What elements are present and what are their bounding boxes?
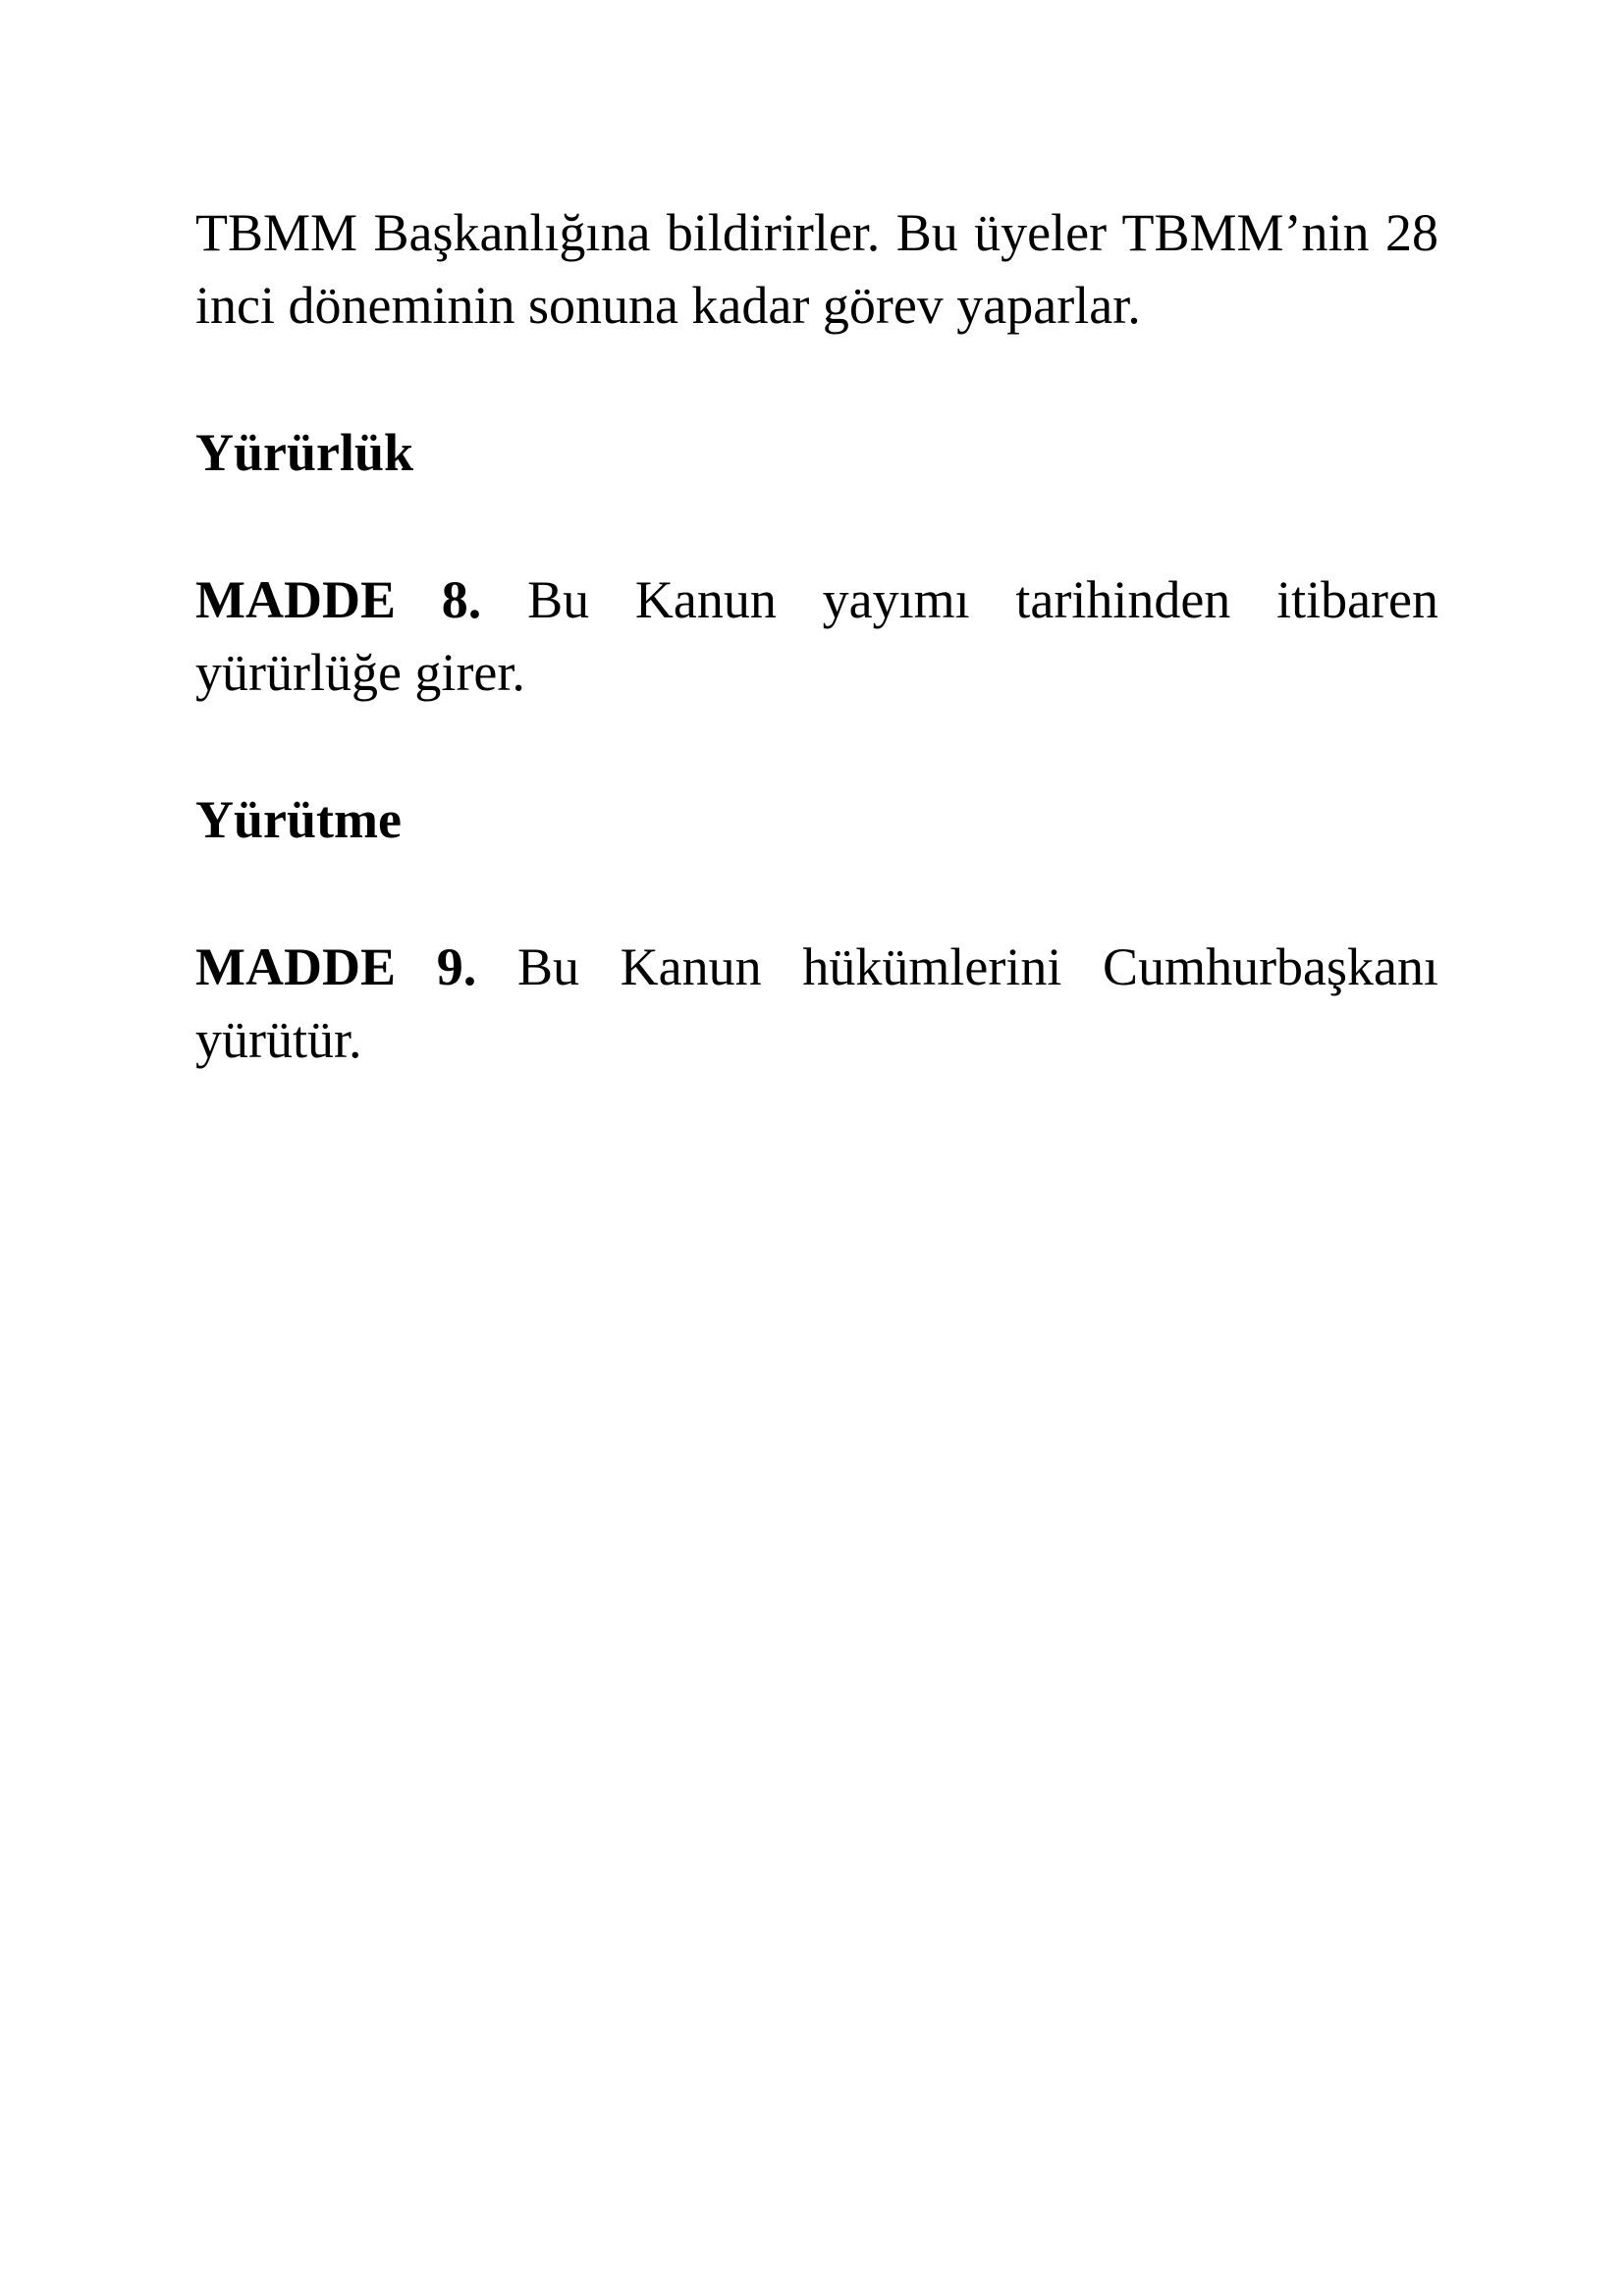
section-heading-yurutme: Yürütme — [195, 790, 402, 849]
intro-paragraph: TBMM Başkanlığına bildirirler. Bu üyeler TBMM’nin 28 inci döneminin sonuna kadar görev yaparlar. — [195, 203, 1438, 335]
document-body — [195, 196, 1438, 1076]
article-9 — [195, 931, 1438, 1076]
article-8-text: Bu Kanun yayımı tarihinden itibaren yürürlüğe girer. — [195, 570, 1439, 702]
article-8 — [195, 563, 1438, 709]
article-9-text: Bu Kanun hükümlerini Cumhurbaşkanı yürütür. — [195, 937, 1439, 1069]
article-8-number: MADDE 8. — [195, 570, 482, 629]
section-heading-yururluk: Yürürlük — [195, 423, 414, 482]
article-9-number: MADDE 9. — [195, 937, 477, 996]
